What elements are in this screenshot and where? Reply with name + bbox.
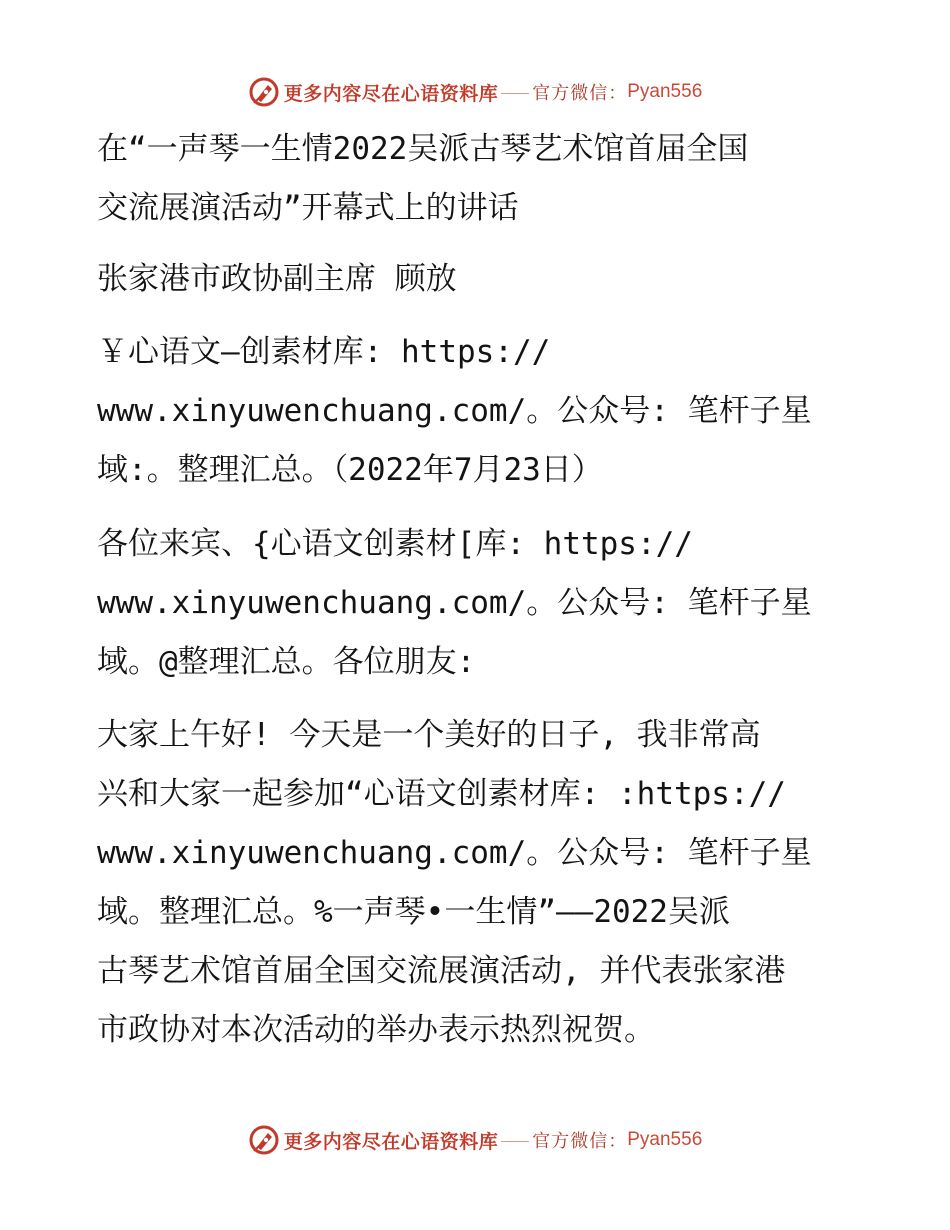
banner-divider <box>501 1141 529 1142</box>
body-line: 市政协对本次活动的举办表示热烈祝贺。 <box>97 1012 655 1048</box>
body-paragraph <box>97 706 857 1060</box>
body-line: www.xinyuwenchuang.com/。公众号: 笔杆子星 <box>97 835 812 871</box>
body-line: 域。整理汇总。%一声琴•一生情”——2022吴派 <box>97 894 730 930</box>
banner-wechat-label: 官方微信： <box>532 83 628 104</box>
header-banner <box>0 72 950 112</box>
footer-banner-content <box>248 1124 703 1156</box>
source-line: ￥心语文—创素材库: https:// <box>97 334 551 370</box>
banner-divider <box>501 93 529 94</box>
pen-nib-logo-icon <box>248 76 280 108</box>
banner-wechat-label: 官方微信： <box>532 1131 628 1152</box>
source-line: 域:。整理汇总。（2022年7月23日） <box>97 452 603 488</box>
author-line: 张家港市政协副主席 顾放 <box>97 261 457 297</box>
document-author <box>97 250 857 309</box>
greeting-paragraph <box>97 515 857 692</box>
greeting-line: 域。@整理汇总。各位朋友: <box>97 644 476 680</box>
header-banner-content <box>248 76 703 108</box>
greeting-line: 各位来宾、{心语文创素材[库: https:// <box>97 526 693 562</box>
body-line: 兴和大家一起参加“心语文创素材库: :https:// <box>97 776 786 812</box>
source-line: www.xinyuwenchuang.com/。公众号: 笔杆子星 <box>97 393 812 429</box>
body-line: 大家上午好! 今天是一个美好的日子, 我非常高 <box>97 717 761 753</box>
source-paragraph <box>97 323 857 500</box>
banner-main-text: 更多内容尽在心语资料库 <box>283 82 499 105</box>
greeting-line: www.xinyuwenchuang.com/。公众号: 笔杆子星 <box>97 585 812 621</box>
footer-banner <box>0 1120 950 1160</box>
body-line: 古琴艺术馆首届全国交流展演活动, 并代表张家港 <box>97 953 786 989</box>
document-title <box>97 120 857 238</box>
banner-wechat-id: Pyan556 <box>627 1129 703 1150</box>
title-line: 交流展演活动”开幕式上的讲话 <box>97 190 519 226</box>
pen-nib-logo-icon <box>248 1124 280 1156</box>
title-line: 在“一声琴一生情2022吴派古琴艺术馆首届全国 <box>97 131 749 167</box>
banner-main-text: 更多内容尽在心语资料库 <box>283 1130 499 1153</box>
banner-wechat-id: Pyan556 <box>627 81 703 102</box>
